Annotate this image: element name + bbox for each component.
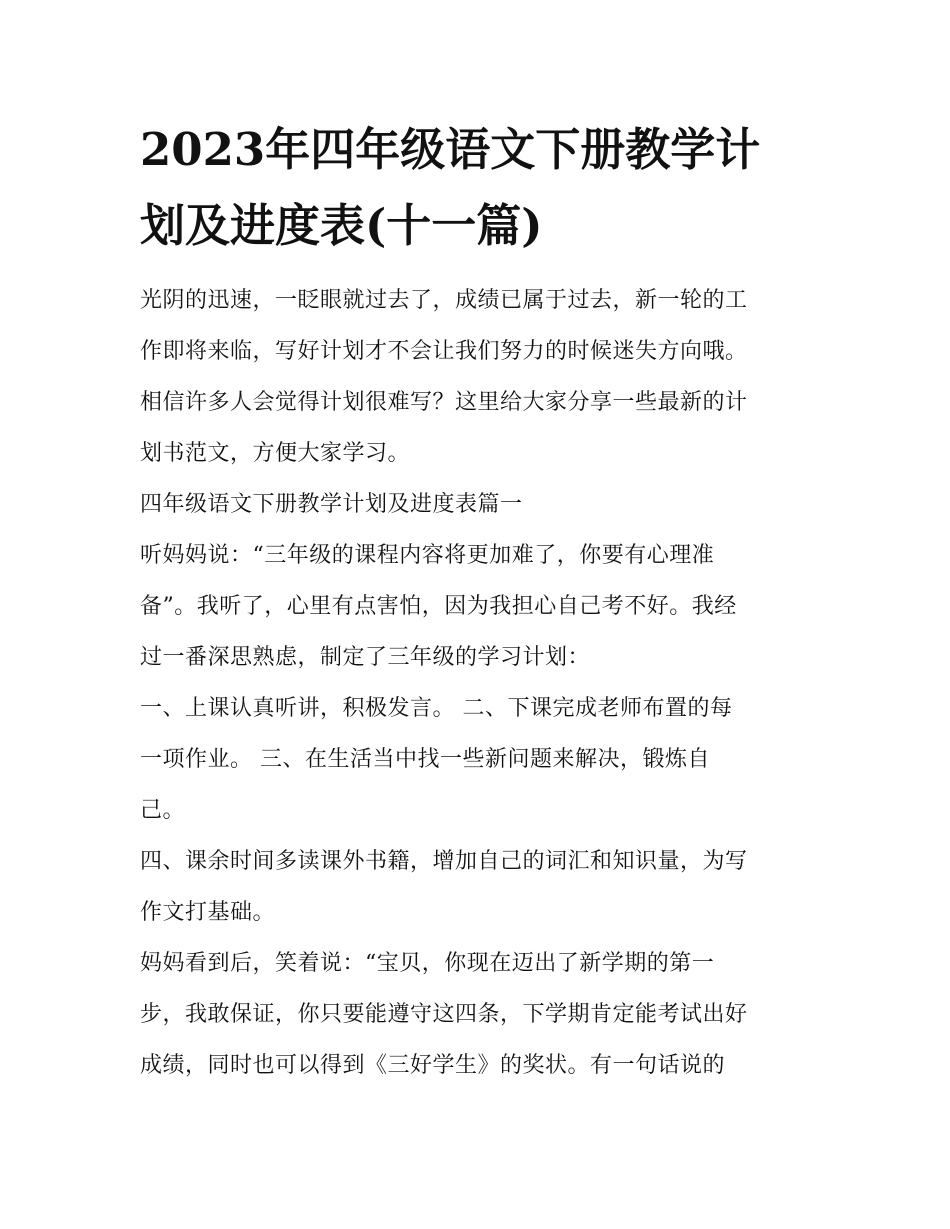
list-item: 己。 <box>140 798 186 823</box>
title-line-2: 划及进度表(十一篇) <box>140 199 543 252</box>
list-item: 一、上课认真听讲，积极发言。 二、下课完成老师布置的每 <box>140 696 733 721</box>
document-body <box>140 275 820 1091</box>
paragraph-line: 听妈妈说：“三年级的课程内容将更加难了，你要有心理准 <box>140 543 715 568</box>
paragraph-line: 过一番深思熟虑，制定了三年级的学习计划： <box>140 645 591 670</box>
section-heading: 四年级语文下册教学计划及进度表篇一 <box>140 492 523 517</box>
paragraph-line: 相信许多人会觉得计划很难写？这里给大家分享一些最新的计 <box>140 390 748 415</box>
list-item: 作文打基础。 <box>140 900 276 925</box>
paragraph-line: 妈妈看到后，笑着说：“宝贝，你现在迈出了新学期的第一 <box>140 951 715 976</box>
document-title <box>140 112 820 264</box>
paragraph-line: 作即将来临，写好计划才不会让我们努力的时候迷失方向哦。 <box>140 339 748 364</box>
paragraph-line: 步，我敢保证，你只要能遵守这四条，下学期肯定能考试出好 <box>140 1002 748 1027</box>
paragraph-line: 备”。我听了，心里有点害怕，因为我担心自己考不好。我经 <box>140 594 737 619</box>
list-item: 一项作业。 三、在生活当中找一些新问题来解决，锻炼自 <box>140 747 710 772</box>
paragraph-line: 成绩，同时也可以得到《三好学生》的奖状。有一句话说的 <box>140 1053 726 1078</box>
title-line-1: 2023年四年级语文下册教学计 <box>140 123 761 176</box>
paragraph-line: 光阴的迅速，一眨眼就过去了，成绩已属于过去，新一轮的工 <box>140 288 748 313</box>
paragraph-line: 划书范文，方便大家学习。 <box>140 441 411 466</box>
list-item: 四、课余时间多读课外书籍，增加自己的词汇和知识量，为写 <box>140 849 748 874</box>
